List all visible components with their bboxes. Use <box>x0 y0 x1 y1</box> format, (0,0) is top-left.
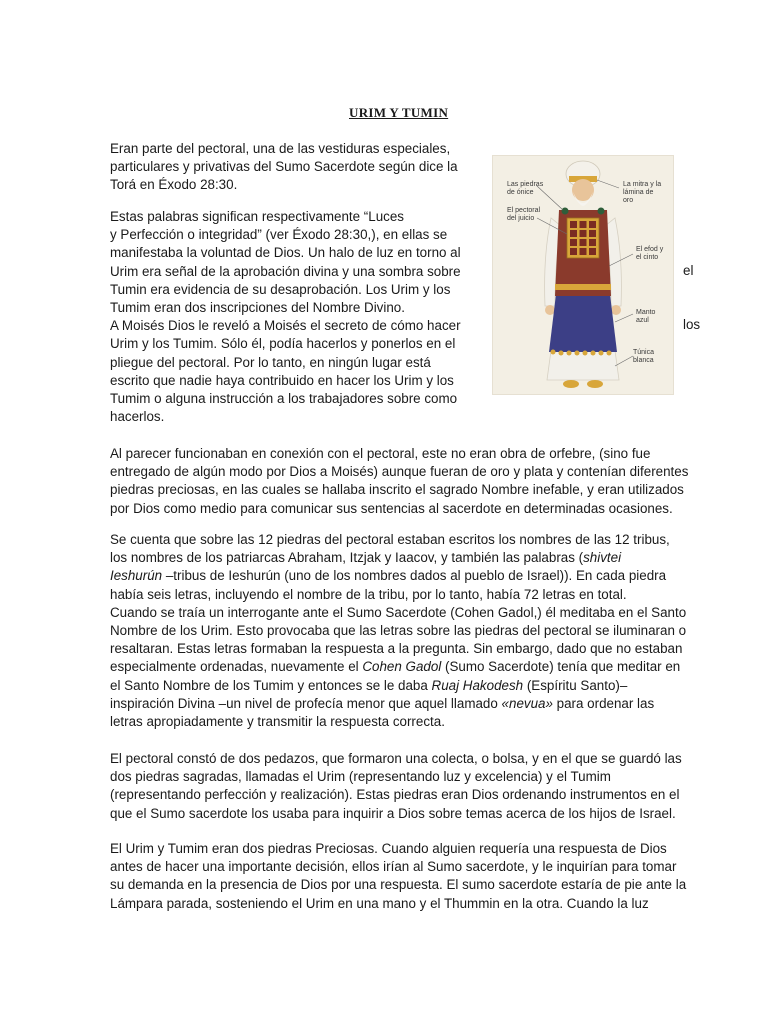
text-line: manifestaba la voluntad de Dios. Un halo de luz en torno al <box>110 245 461 261</box>
italic-term: Ruaj Hakodesh <box>431 677 524 693</box>
label-white-tunic <box>633 349 654 365</box>
text-run: inspiración Divina –un nivel de profecía menor que aquel llamado <box>110 695 502 711</box>
text-line: por Dios como medio para comunicar sus sentencias al sacerdote en determinadas ocasiones. <box>110 500 673 516</box>
text-line: letras apropiadamente y transmitir la respuesta correcta. <box>110 714 445 730</box>
text-line: había seis letras, incluyendo el nombre de la tribu, por lo tanto, había 72 letras en total. <box>110 586 627 602</box>
text-line: A Moisés Dios le reveló a Moisés el secreto de cómo hacer <box>110 318 461 334</box>
text-line: hacerlos. <box>110 409 165 425</box>
paragraph-function <box>110 445 710 518</box>
text-line: pliegue del pectoral. Por lo tanto, en ningún lugar está <box>110 354 431 370</box>
text-line: Cuando se traía un interrogante ante el Sumo Sacerdote (Cohen Gadol,) él meditaba en el Santo <box>110 604 687 620</box>
text-line <box>110 549 710 567</box>
italic-term: Ieshurún <box>110 568 163 584</box>
text-line: El pectoral constó de dos pedazos, que formaron una colecta, o bolsa, y en el que se guardó las <box>110 751 682 766</box>
label-line: oro <box>623 197 634 204</box>
paragraph-precious-stones <box>110 840 710 913</box>
text-line: El Urim y Tumim eran dos piedras Preciosas. Cuando alguien requería una respuesta de Dios <box>110 841 667 856</box>
text-line: Tumim eran dos inscripciones del Nombre Divino. <box>110 300 405 316</box>
text-line: y Perfección o integridad” (ver Éxodo 28:30,), en ellas se <box>110 227 448 243</box>
text-line: Nombre de los Urim. Esto provocaba que las letras sobre las piedras del pectoral se iluminaran o <box>110 623 687 639</box>
label-line: La mitra y la <box>623 181 662 188</box>
paragraph-two-pieces <box>110 750 710 823</box>
paragraph-meaning <box>110 208 478 426</box>
text-line: Tumim o alguna instrucción a los trabajadores sobre como <box>110 391 458 407</box>
text-line: Estas palabras significan respectivamente “Luces <box>110 209 404 224</box>
text-line: Lámpara parada, sosteniendo el Urim en una mano y el Thummin en la otra. Cuando la luz <box>110 895 649 911</box>
label-line: El efod y <box>636 246 664 253</box>
text-line: Al parecer funcionaban en conexión con el pectoral, este no eran obra de orfebre, (sino fue <box>110 446 651 461</box>
text-line: Urim y los Tumim. Sólo él, podía hacerlos y ponerlos en el <box>110 336 456 352</box>
label-line: Túnica <box>633 349 655 356</box>
label-blue-robe <box>636 309 655 325</box>
text-line: particulares y privativas del Sumo Sacerdote según dice la <box>110 159 458 175</box>
text-line: Urim era señal de la aprobación divina y una sombra sobre <box>110 263 461 279</box>
text-line: dos piedras sagradas, llamadas el Urim (representando luz y excelencia) y el Tumim <box>110 769 611 785</box>
label-line: azul <box>636 317 649 324</box>
label-ephod <box>636 246 663 262</box>
label-onyx-stones <box>507 181 543 197</box>
text-line: Tumin era evidencia de su desaprobación. Los Urim y los <box>110 281 451 297</box>
text-run: –tribus de Ieshurún (uno de los nombres dados al pueblo de Israel)). En cada piedra <box>162 568 667 584</box>
paragraph-stones-names <box>110 531 710 731</box>
text-run: los nombres de los patriarcas Abraham, Itzjak y Iaacov, y también las palabras ( <box>110 550 584 566</box>
text-line <box>110 677 710 695</box>
text-run: especialmente ordenadas, nuevamente el <box>110 659 363 675</box>
text-line: escrito que nadie haya contribuido en hacer los Urim y los <box>110 372 454 388</box>
page-title: URIM Y TUMIN <box>349 105 449 120</box>
wrapped-word-el: el <box>683 263 694 278</box>
label-line: blanca <box>633 357 654 364</box>
text-line <box>110 695 710 713</box>
text-run: (Sumo Sacerdote) tenía que meditar en <box>441 659 681 675</box>
text-line: su demanda en la presencia de Dios por una respuesta. El sumo sacerdote estaría de pie ante la <box>110 877 687 893</box>
text-line: que el Sumo sacerdote los usaba para inquirir a Dios sobre temas acerca de los hijos de Israel. <box>110 805 676 821</box>
label-line: de ónice <box>507 189 534 196</box>
italic-term: Cohen Gadol <box>362 659 442 675</box>
label-line: Manto <box>636 309 656 316</box>
text-line: Eran parte del pectoral, una de las vestiduras especiales, <box>110 141 451 156</box>
label-line: el cinto <box>636 254 659 261</box>
text-line: resaltaran. Estas letras formaban la respuesta a la pregunta. Sin embargo, dado que no estaban <box>110 641 683 657</box>
italic-term: shivtei <box>583 550 622 566</box>
text-line: antes de hacer una importante decisión, ellos irían al Sumo sacerdote, y le inquirían para tomar <box>110 859 677 875</box>
label-breastplate <box>507 207 540 223</box>
text-line: entregado de algún modo por Dios a Moisés) aunque fueran de oro y plata y contenían diferentes <box>110 464 689 480</box>
wrapped-word-los: los <box>683 317 701 332</box>
label-mitre <box>623 181 661 205</box>
text-run: el Santo Nombre de los Tumim y entonces se le daba <box>110 677 432 693</box>
paragraph-intro <box>110 140 478 195</box>
text-line: Se cuenta que sobre las 12 piedras del pectoral estaban escritos los nombres de las 12 tribus, <box>110 532 670 547</box>
high-priest-illustration <box>492 155 674 395</box>
italic-term: «nevua» <box>501 695 553 711</box>
text-run: (Espíritu Santo)– <box>523 677 628 693</box>
label-line: Las piedras <box>507 181 544 188</box>
label-line: lámina de <box>623 189 654 196</box>
text-line: (representando perfección y realización). Estas piedras eran Dios ordenando instrumentos en el <box>110 787 680 803</box>
text-line: Torá en Éxodo 28:30. <box>110 177 238 193</box>
text-line <box>110 658 710 676</box>
label-line: El pectoral <box>507 207 541 214</box>
text-line: piedras preciosas, en las cuales se hallaba inscrito el sagrado Nombre inefable, y eran utilizados <box>110 482 684 498</box>
text-line <box>110 567 710 585</box>
text-run: para ordenar las <box>552 695 655 711</box>
label-line: del juicio <box>507 215 535 222</box>
